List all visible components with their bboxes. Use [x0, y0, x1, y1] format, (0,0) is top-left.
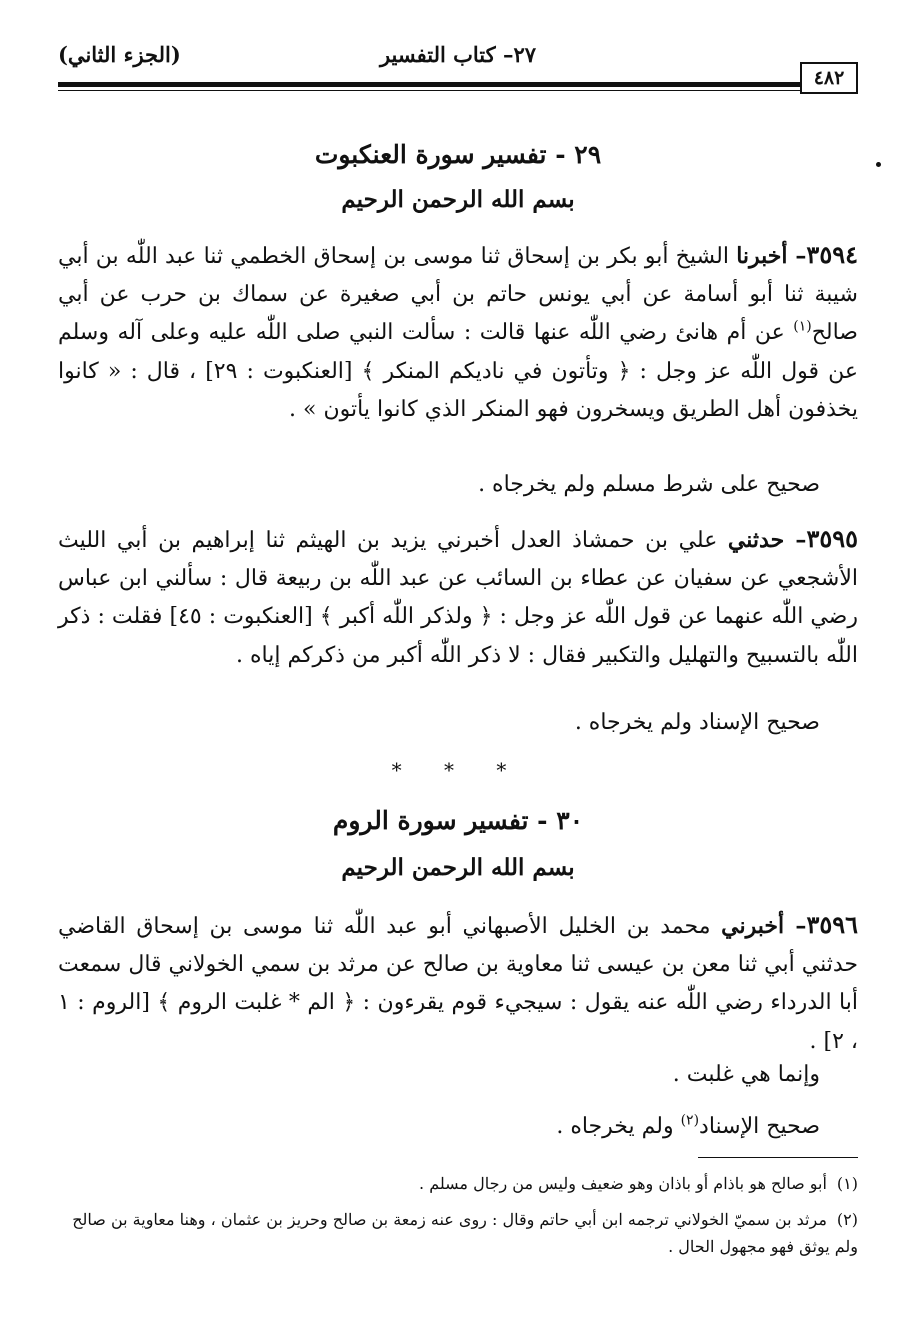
header-rule-thick [58, 82, 800, 87]
basmala: بسم الله الرحمن الرحيم [341, 186, 575, 213]
footnote-reference: (٢) [680, 1112, 700, 1129]
section-title: ٢٩ - تفسير سورة العنكبوت [314, 140, 602, 169]
hadith-text: محمد بن الخليل الأصبهاني أبو عبد اللّٰه ثنا موسى بن إسحاق القاضي حدثني أبي ثنا معن بن عيسى ثنا معاوية بن صالح عن مرثد بن سمي الخولاني قال سمعت أبا الدرداء رضي اللّٰه عنه يقول : سيجيء قوم يقرءون : ﴿ الم * غلبت الروم ﴾ [الروم : ١ ، ٢] . [58, 914, 858, 1054]
hadith-text: عن أم هانئ رضي اللّٰه عنها قالت : سألت النبي صلى اللّٰه عليه وعلى آله وسلم عن قول اللّٰه عز وجل : ﴿ وتأتون في ناديكم المنكر ﴾ [العنكبوت : ٢٩] ، قال : « كانوا يخذفون أهل الطريق ويسخرون فهو المنكر الذي كانوا يأتون » . [58, 320, 858, 422]
hadith-grading: صحيح على شرط مسلم ولم يخرجاه . [478, 472, 820, 497]
volume-part-label: (الجزء الثاني) [58, 42, 181, 67]
hadith-number: ٣٥٩٦ [806, 910, 858, 939]
hadith-grading: صحيح الإسناد$^{(٢)}$ ولم يخرجاه . [556, 1112, 820, 1139]
footnote-text: مرثد بن سميّ الخولاني ترجمه ابن أبي حاتم وقال : روى عنه زمعة بن صالح وحريز بن عثمان ، وهنا معاوية بن صالح ولم يوثق فهو مجهول الحال . [72, 1210, 858, 1256]
footnote [58, 1206, 858, 1260]
page-number: ٤٨٢ [800, 62, 858, 94]
hadith-grading: صحيح الإسناد ولم يخرجاه . [574, 710, 820, 735]
hadith-number: ٣٥٩٥ [806, 524, 858, 553]
basmala: بسم الله الرحمن الرحيم [341, 854, 575, 881]
footnote-mark: (١) [836, 1174, 858, 1193]
hadith-3595: ٣٥٩٥– حدثني علي بن حمشاذ العدل أخبرني يزيد بن الهيثم ثنا إبراهيم بن أبي الليث الأشجعي عن سفيان عن عطاء بن السائب عن عبد اللّٰه بن ربيعة قال : سألني ابن عباس رضي اللّٰه عنهما عن قول اللّٰه عز وجل : ﴿ ولذكر اللّٰه أكبر ﴾ [العنكبوت : ٤٥] فقلت : ذكر اللّٰه بالتسبيح والتهليل والتكبير فقال : لا ذكر اللّٰه أكبر من ذكركم إياه . [58, 524, 858, 668]
running-head [58, 38, 858, 74]
margin-dot [876, 162, 881, 167]
footnote-divider [698, 1157, 858, 1158]
footnote [58, 1170, 858, 1197]
hadith-transmission-verb: أخبرني [721, 913, 785, 939]
book-title: ٢٧– كتاب التفسير [379, 42, 537, 67]
hadith-3596: ٣٥٩٦– أخبرني محمد بن الخليل الأصبهاني أبو عبد اللّٰه ثنا موسى بن إسحاق القاضي حدثني أبي ثنا معن بن عيسى ثنا معاوية بن صالح عن مرثد بن سمي الخولاني قال سمعت أبا الدرداء رضي اللّٰه عنه يقول : سيجيء قوم يقرءون : ﴿ الم * غلبت الروم ﴾ [الروم : ١ ، ٢] . [58, 910, 858, 1054]
hadith-text: الشيخ أبو بكر بن إسحاق ثنا موسى بن إسحاق الخطمي ثنا عبد اللّٰه بن أبي شيبة ثنا أبو أسامة عن أبي يونس حاتم بن أبي صغيرة عن سماك بن حرب عن أبي صالح [58, 244, 858, 346]
section-separator: * * * [391, 758, 525, 782]
footnote-reference: (١) [793, 319, 812, 336]
footnote-mark: (٢) [836, 1210, 858, 1229]
hadith-note: وإنما هي غلبت . [672, 1062, 820, 1087]
hadith-text: علي بن حمشاذ العدل أخبرني يزيد بن الهيثم ثنا إبراهيم بن أبي الليث الأشجعي عن سفيان عن عطاء بن السائب عن عبد اللّٰه بن ربيعة قال : سألني ابن عباس رضي اللّٰه عنهما عن قول اللّٰه عز وجل : ﴿ ولذكر اللّٰه أكبر ﴾ [العنكبوت : ٤٥] فقلت : ذكر اللّٰه بالتسبيح والتهليل والتكبير فقال : لا ذكر اللّٰه أكبر من ذكركم إياه . [58, 528, 858, 668]
hadith-number: ٣٥٩٤ [806, 240, 858, 269]
header-rule-thin [58, 90, 800, 91]
hadith-transmission-verb: أخبرنا [736, 243, 788, 269]
footnote-text: أبو صالح هو باذام أو باذان وهو ضعيف وليس من رجال مسلم . [419, 1174, 827, 1193]
hadith-3594: ٣٥٩٤– أخبرنا الشيخ أبو بكر بن إسحاق ثنا موسى بن إسحاق الخطمي ثنا عبد اللّٰه بن أبي شيبة ثنا أبو أسامة عن أبي يونس حاتم بن أبي صغيرة عن سماك بن حرب عن أبي صالح$^{(١)}$ عن أم هانئ رضي اللّٰه عنها قالت : سألت النبي صلى اللّٰه عليه وعلى آله وسلم عن قول اللّٰه عز وجل : ﴿ وتأتون في ناديكم المنكر ﴾ [العنكبوت : ٢٩] ، قال : « كانوا يخذفون أهل الطريق ويسخرون فهو المنكر الذي كانوا يأتون » . [58, 240, 858, 422]
hadith-transmission-verb: حدثني [727, 527, 785, 553]
section-title: ٣٠ - تفسير سورة الروم [332, 806, 584, 835]
